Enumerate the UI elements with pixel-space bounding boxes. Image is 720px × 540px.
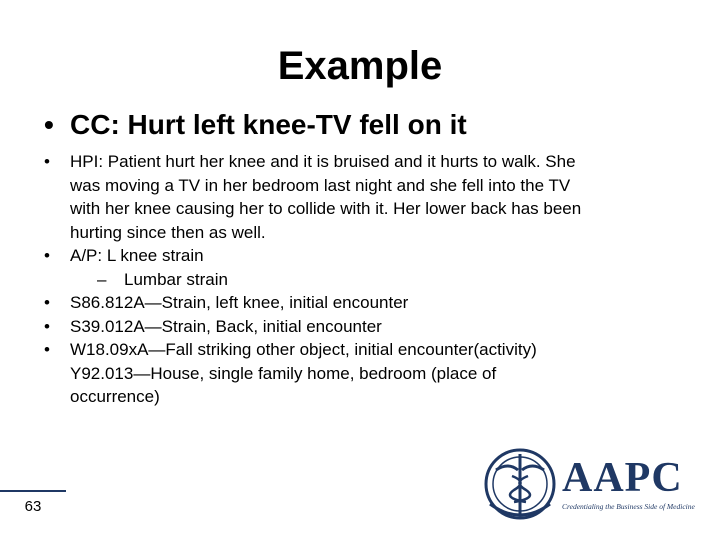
- bullet-list: [44, 150, 684, 409]
- bullet: •: [44, 246, 50, 265]
- list-item-code1: [44, 291, 684, 315]
- chief-complaint-text: CC: Hurt left knee-TV fell on it: [70, 109, 467, 140]
- code3-line: Y92.013—House, single family home, bedroom (place of: [70, 363, 497, 383]
- page-number: 63: [24, 498, 42, 515]
- code1-text: S86.812A—Strain, left knee, initial encounter: [70, 293, 409, 312]
- list-item-hpi: [44, 150, 684, 244]
- hpi-line: was moving a TV in her bedroom last night and she fell into the TV: [70, 175, 571, 195]
- hpi-line: with her knee causing her to collide with it. Her lower back has been: [70, 199, 582, 218]
- caduceus-emblem-icon: [486, 450, 554, 518]
- footer-divider: [0, 490, 66, 492]
- chief-complaint: [44, 108, 467, 142]
- code3-line: W18.09xA—Fall striking other object, initial encounter(activity): [70, 340, 537, 359]
- bullet: •: [44, 316, 50, 336]
- logo-wordmark: AAPC: [562, 455, 683, 501]
- list-item-code3: [44, 338, 684, 409]
- list-item-ap: [44, 244, 684, 268]
- slide-title: Example: [277, 44, 443, 88]
- hpi-text: [70, 150, 684, 244]
- code2-text: S39.012A—Strain, Back, initial encounter: [70, 316, 382, 336]
- code3-text: [70, 338, 684, 409]
- ap-text: A/P: L knee strain: [70, 246, 204, 265]
- hpi-line: hurting since then as well.: [70, 222, 266, 242]
- code3-line: occurrence): [70, 387, 160, 406]
- hpi-line: HPI: Patient hurt her knee and it is bruised and it hurts to walk. She: [70, 152, 576, 171]
- sub-item-lumbar: [44, 268, 684, 292]
- bullet: •: [44, 293, 50, 312]
- dash: –: [97, 269, 107, 289]
- bullet: •: [44, 109, 54, 140]
- list-item-code2: [44, 315, 684, 339]
- sub-item-text: Lumbar strain: [124, 269, 228, 289]
- logo-tagline: Credentialing the Business Side of Medicine: [562, 502, 695, 511]
- bullet: •: [44, 340, 50, 359]
- bullet: •: [44, 152, 50, 171]
